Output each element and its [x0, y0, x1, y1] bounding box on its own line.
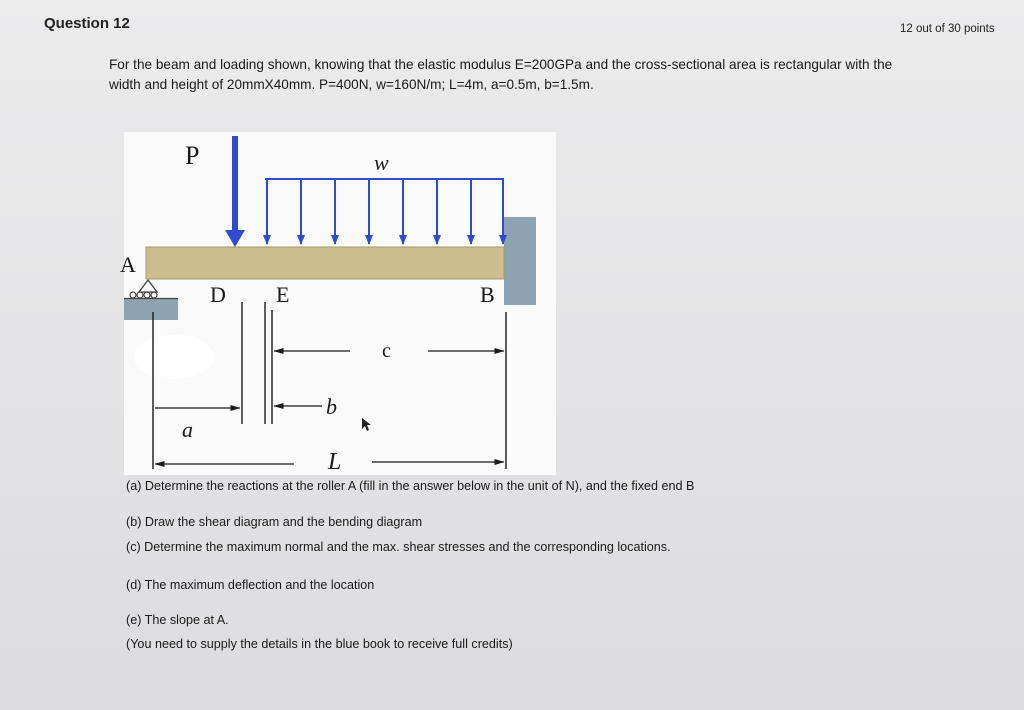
prompt-line-2: width and height of 20mmX40mm. P=400N, w=160N/m; L=4m, a=0.5m, b=1.5m. [109, 77, 594, 92]
part-c: (c) Determine the maximum normal and the max. shear stresses and the corresponding locations. [126, 540, 671, 554]
label-P: P [185, 141, 200, 170]
prompt-line-1: For the beam and loading shown, knowing that the elastic modulus E=200GPa and the cross-sectional area is rectangular with the [109, 57, 893, 72]
label-A: A [120, 252, 136, 277]
question-prompt [109, 55, 1009, 95]
glare-spot [134, 335, 214, 379]
label-c: c [382, 340, 391, 362]
label-E: E [276, 282, 290, 307]
label-b: b [326, 394, 337, 419]
question-title: Question 12 [44, 15, 130, 32]
label-a: a [182, 417, 193, 442]
label-w: w [374, 150, 389, 175]
label-L: L [328, 449, 342, 475]
support-block [124, 298, 178, 320]
part-a: (a) Determine the reactions at the roller A (fill in the answer below in the unit of N), and the fixed end B [126, 479, 695, 493]
label-D: D [210, 282, 226, 307]
beam [146, 247, 504, 279]
fixed-wall [504, 217, 536, 305]
beam-figure [120, 132, 556, 475]
part-d: (d) The maximum deflection and the location [126, 578, 375, 592]
part-b: (b) Draw the shear diagram and the bending diagram [126, 515, 423, 529]
part-e: (e) The slope at A. [126, 613, 229, 627]
label-B: B [480, 282, 495, 307]
part-note: (You need to supply the details in the blue book to receive full credits) [126, 637, 513, 651]
points-badge: 12 out of 30 points [900, 23, 995, 35]
